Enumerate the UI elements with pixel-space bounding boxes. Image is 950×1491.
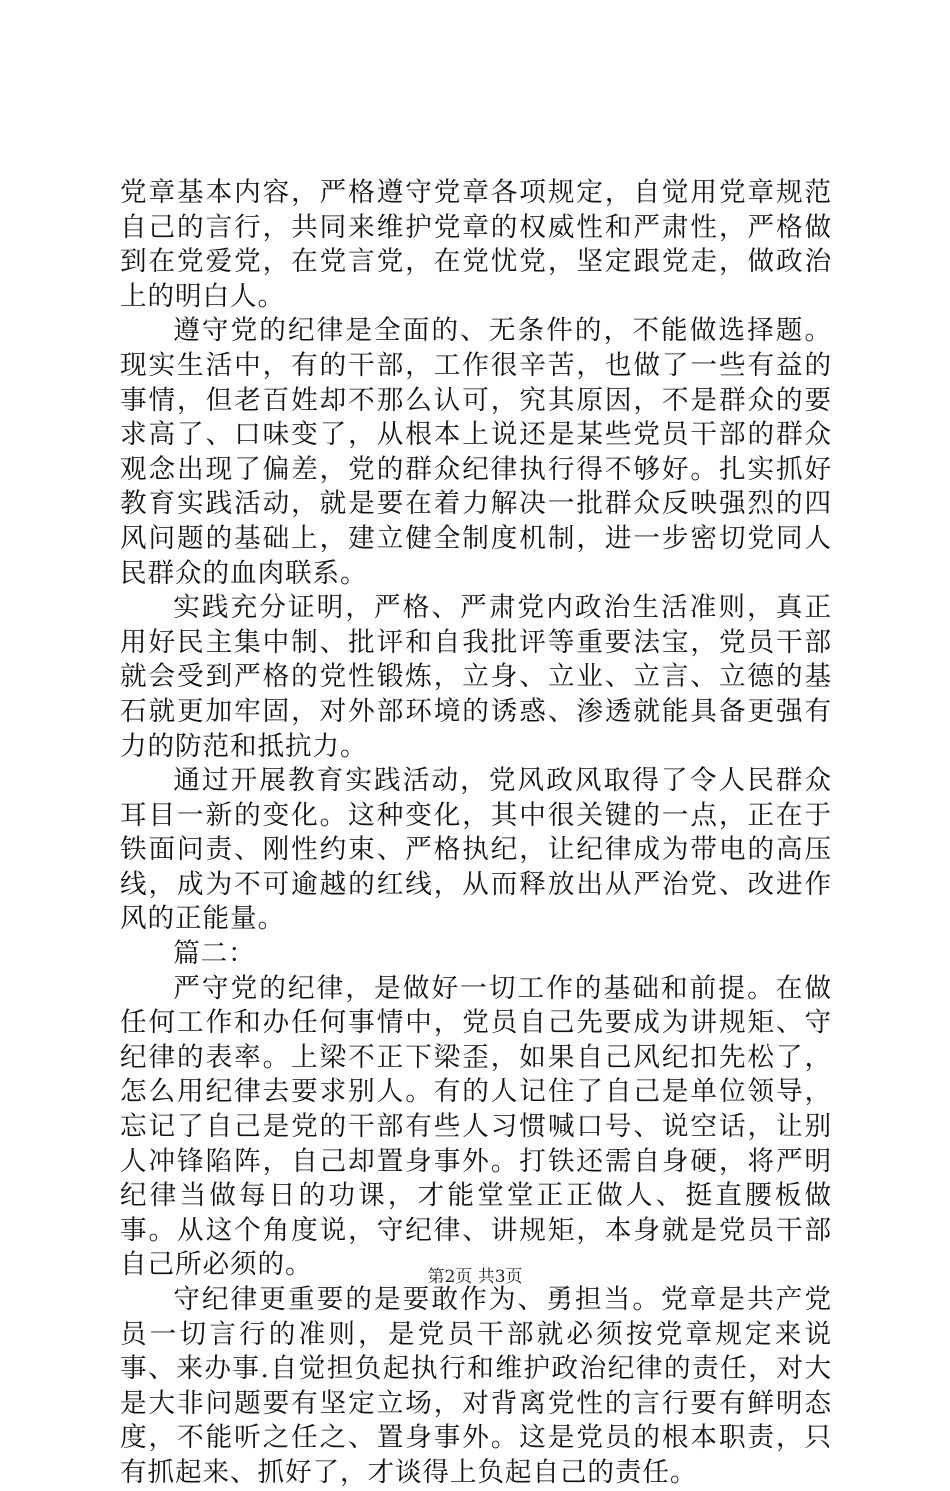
paragraph: 通过开展教育实践活动，党风政风取得了令人民群众耳目一新的变化。这种变化，其中很关键的一点，正在于铁面问责、刚性约束、严格执纪，让纪律成为带电的高压线，成为不可逾越的红线，从而释放出从严治党、改进作风的正能量。 [120, 765, 832, 935]
paragraph: 守纪律更重要的是要敢作为、勇担当。党章是共产党员一切言行的准则，是党员干部就必须按党章规定来说事、来办事.自觉担负起执行和维护政治纪律的责任，对大是大非问题要有坚定立场，对背离党性的言行要有鲜明态度，不能听之任之、置身事外。这是党员的根本职责，只有抓起来、抓好了，才谈得上负起自己的责任。 [120, 1284, 832, 1488]
section-heading: 篇二： [173, 938, 256, 970]
document-body [120, 176, 832, 1491]
paragraph: 遵守党的纪律是全面的、无条件的，不能做选择题。现实生活中，有的干部，工作很辛苦，也做了一些有益的事情，但老百姓却不那么认可，究其原因，不是群众的要求高了、口味变了，从根本上说还是某些党员干部的群众观念出现了偏差，党的群众纪律执行得不够好。扎实抓好教育实践活动，就是要在着力解决一批群众反映强烈的四风问题的基础上，建立健全制度机制，进一步密切党同人民群众的血肉联系。 [120, 315, 832, 589]
paragraph: 严守党的纪律，是做好一切工作的基础和前提。在做任何工作和办任何事情中，党员自己先要成为讲规矩、守纪律的表率。上梁不正下梁歪，如果自己风纪扣先松了，怎么用纪律去要求别人。有的人记住了自己是单位领导，忘记了自己是党的干部有些人习惯喊口号、说空话，让别人冲锋陷阵，自己却置身事外。打铁还需自身硬，将严明纪律当做每日的功课，才能堂堂正正做人、挺直腰板做事。从这个角度说，守纪律、讲规矩，本身就是党员干部自己所必须的。 [120, 972, 832, 1281]
paragraph: 实践充分证明，严格、严肃党内政治生活准则，真正用好民主集中制、批评和自我批评等重要法宝，党员干部就会受到严格的党性锻炼，立身、立业、立言、立德的基石就更加牢固，对外部环境的诱惑、渗透就能具备更强有力的防范和抵抗力。 [120, 592, 832, 762]
page-footer: 第2页 共3页 [427, 1267, 523, 1287]
paragraph: 党章基本内容，严格遵守党章各项规定，自觉用党章规范自己的言行，共同来维护党章的权威性和严肃性，严格做到在党爱党，在党言党，在党忧党，坚定跟党走，做政治上的明白人。 [120, 177, 832, 312]
